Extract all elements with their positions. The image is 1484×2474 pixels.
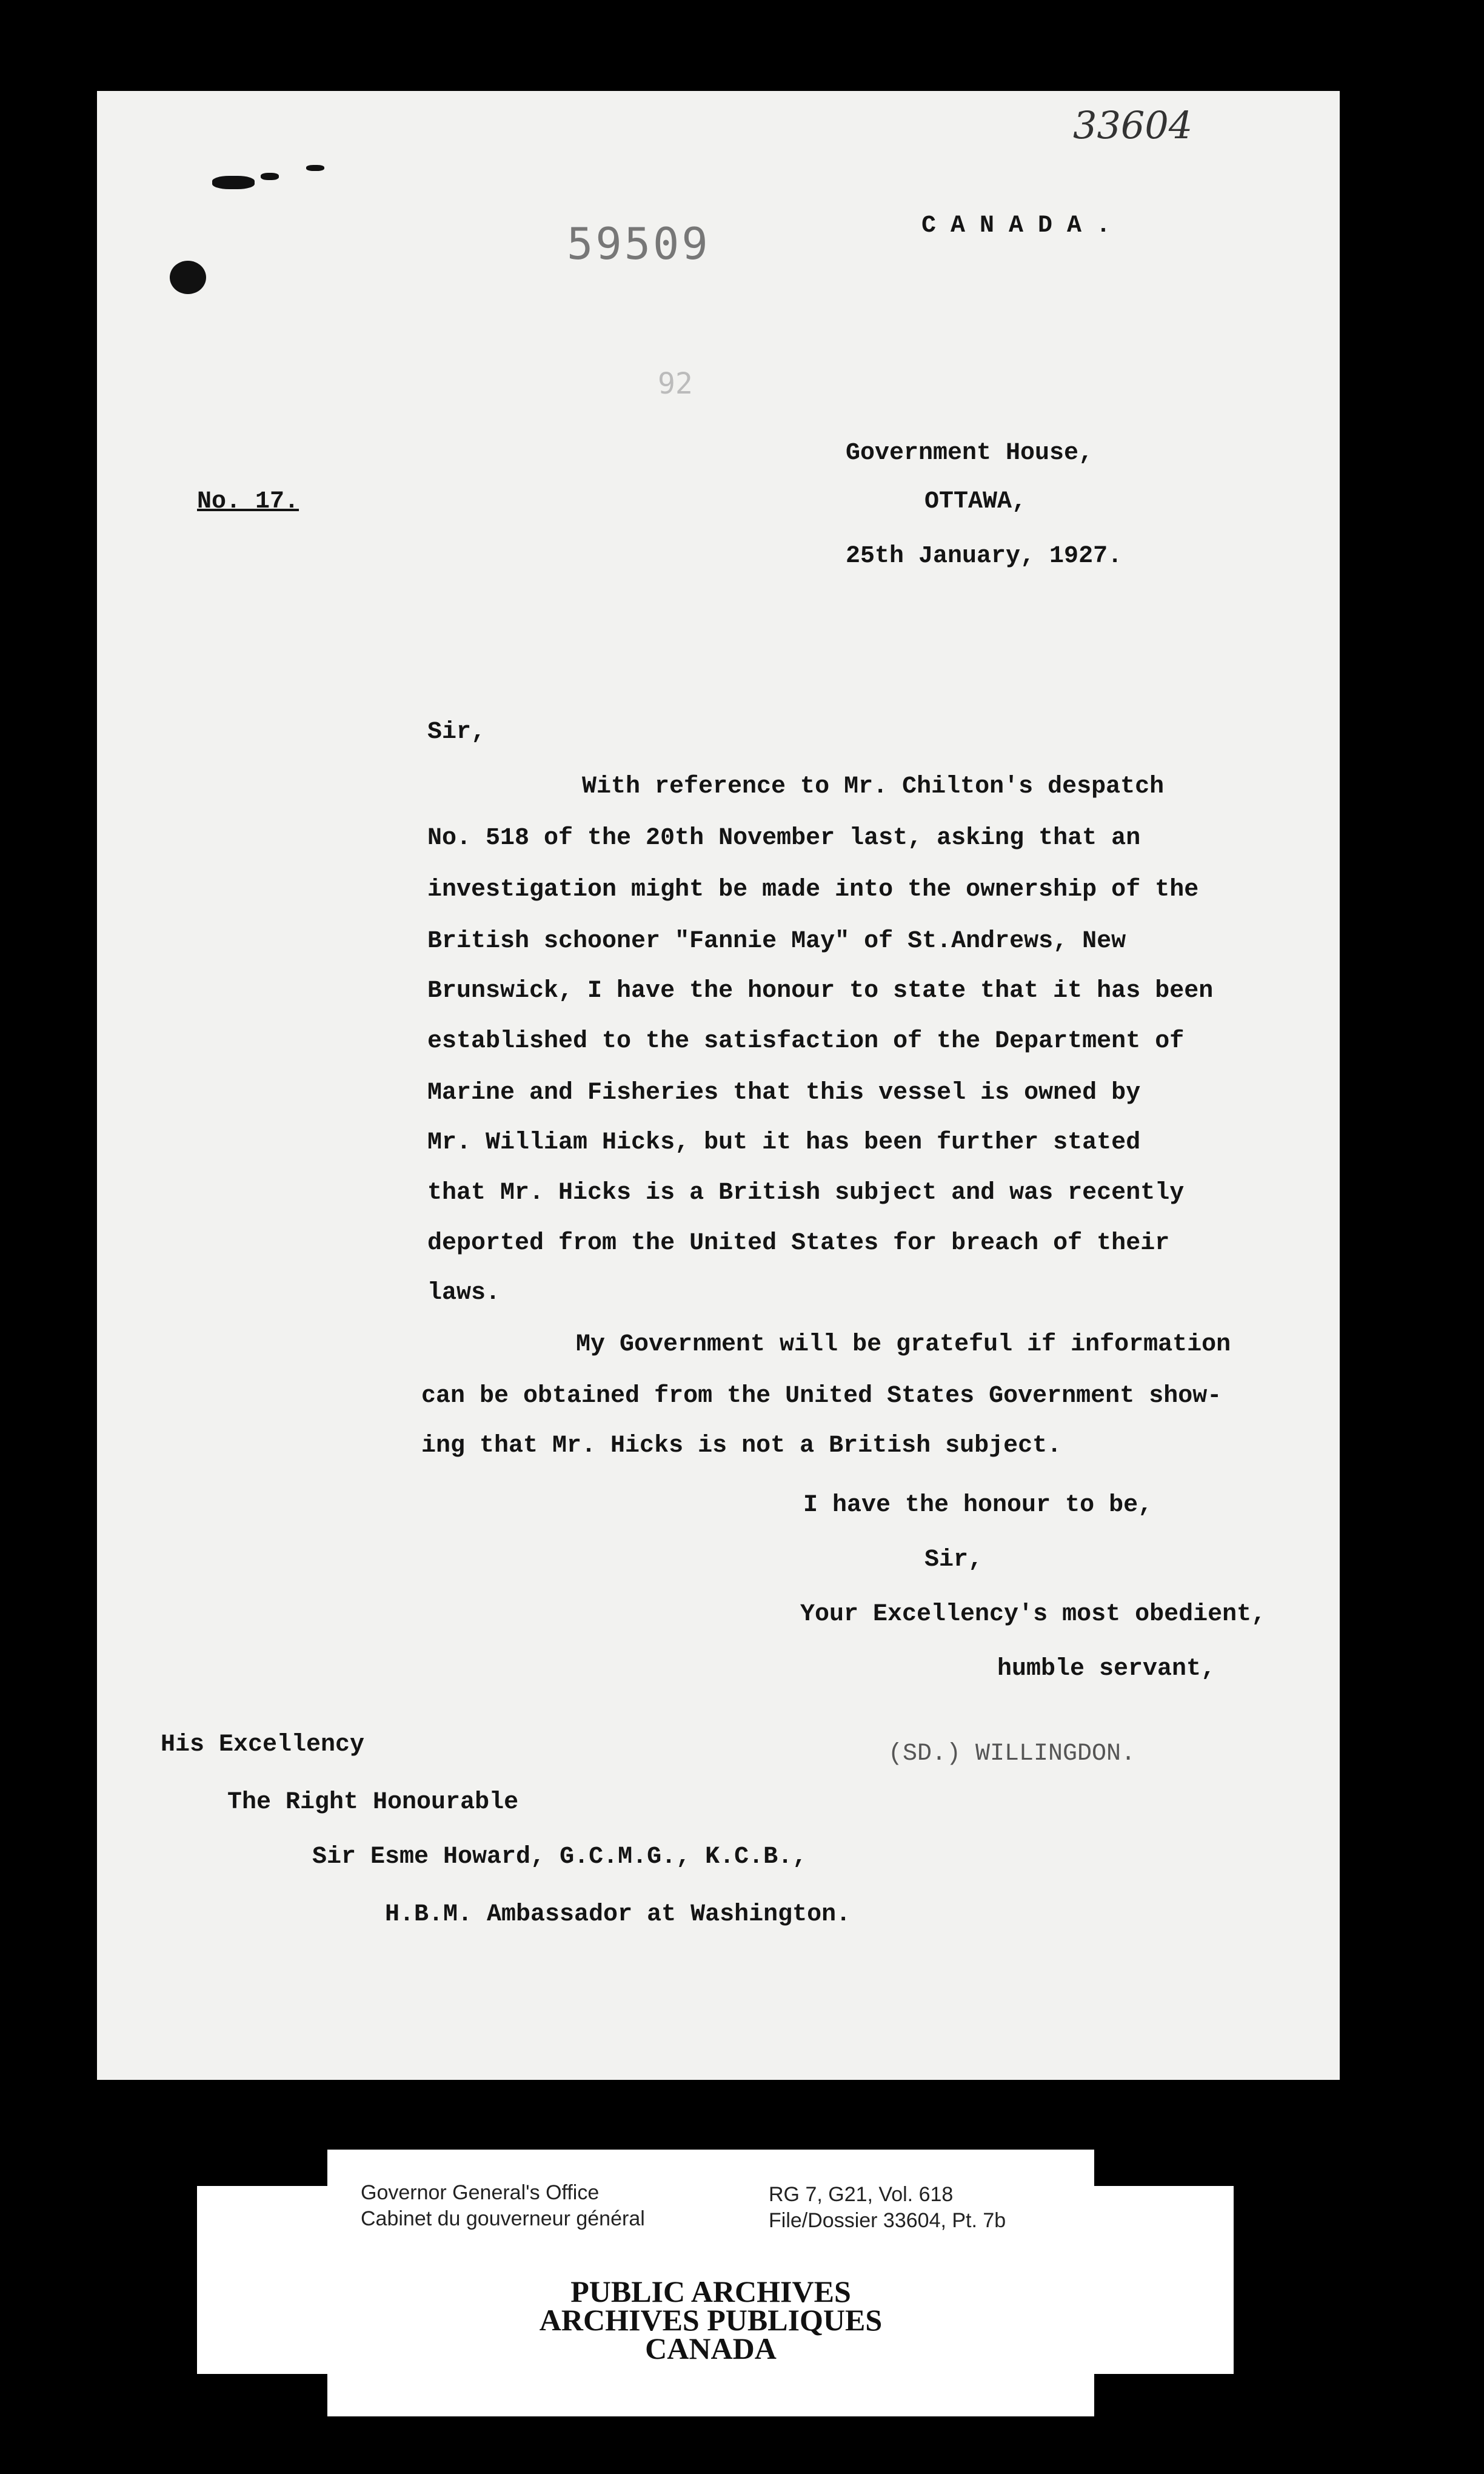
body-line: Mr. William Hicks, but it has been further stated [427,1129,1141,1156]
body-line: established to the satisfaction of the Department of [427,1028,1185,1055]
signature: (SD.) WILLINGDON. [888,1740,1136,1768]
body-line: Marine and Fisheries that this vessel is owned by [427,1079,1141,1107]
address-line: OTTAWA, [924,488,1027,515]
body-line: My Government will be grateful if information [576,1331,1231,1358]
address-line: Government House, [846,440,1094,467]
date-line: 25th January, 1927. [846,543,1123,570]
archive-reference: RG 7, G21, Vol. 618 [769,2183,954,2206]
body-line: No. 518 of the 20th November last, asking that an [427,825,1141,852]
office-french: Cabinet du gouverneur général [361,2207,645,2230]
body-line: Brunswick, I have the honour to state that it has been [427,977,1214,1005]
handwritten-reference: 33604 [1073,103,1193,147]
closing-line: Sir, [924,1546,983,1574]
addressee-line: The Right Honourable [227,1789,519,1816]
body-line: laws. [427,1279,501,1307]
office-english: Governor General's Office [361,2181,600,2204]
document-page [97,91,1340,2080]
body-line: investigation might be made into the ownership of the [427,876,1199,903]
body-line: ing that Mr. Hicks is not a British subject. [421,1432,1062,1460]
salutation: Sir, [427,719,486,746]
addressee-line: His Excellency [161,1731,365,1758]
body-line: that Mr. Hicks is a British subject and was recently [427,1179,1185,1207]
archives-line: CANADA [645,2332,777,2365]
closing-line: humble servant, [997,1655,1216,1683]
addressee-line: H.B.M. Ambassador at Washington. [385,1901,851,1928]
body-line: British schooner "Fannie May" of St.Andrews, New [427,928,1126,955]
body-line: With reference to Mr. Chilton's despatch [582,773,1165,800]
ink-mark [212,176,255,189]
ink-mark [306,165,324,171]
body-line: can be obtained from the United States Government show- [421,1383,1222,1410]
stamp-number: 59509 [567,218,710,269]
country-heading: C A N A D A . [921,212,1111,240]
addressee-line: Sir Esme Howard, G.C.M.G., K.C.B., [312,1843,807,1871]
file-reference: File/Dossier 33604, Pt. 7b [769,2209,1006,2232]
faint-mark: 92 [658,367,693,401]
closing-line: I have the honour to be, [803,1492,1153,1519]
closing-line: Your Excellency's most obedient, [800,1601,1266,1628]
body-line: deported from the United States for breach of their [427,1230,1170,1257]
archives-line: ARCHIVES PUBLIQUES [539,2303,883,2337]
ink-mark [261,173,279,180]
archives-line: PUBLIC ARCHIVES [570,2275,851,2308]
despatch-number: No. 17. [197,488,299,515]
ink-blot [170,261,206,294]
